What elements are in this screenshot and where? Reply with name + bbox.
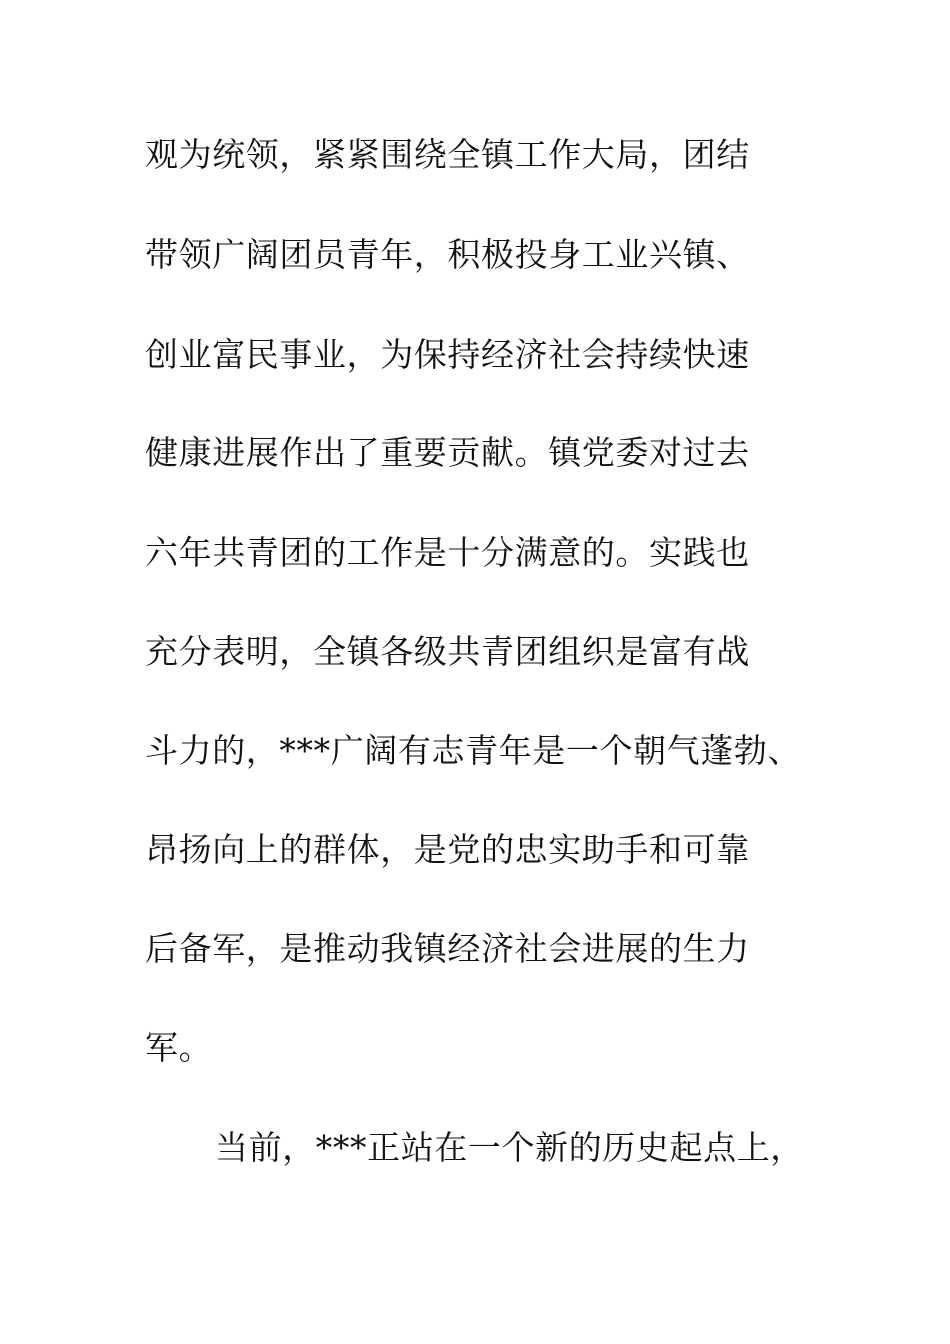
text-line: 斗力的，***广阔有志青年是一个朝气蓬勃、 (145, 731, 802, 770)
text-line: 军。 (145, 1028, 213, 1067)
text-line: 观为统领，紧紧围绕全镇工作大局，团结 (145, 135, 750, 174)
text-line: 充分表明，全镇各级共青团组织是富有战 (145, 632, 750, 671)
text-line: 带领广阔团员青年，积极投身工业兴镇、 (145, 235, 750, 274)
text-line: 后备军，是推动我镇经济社会进展的生力 (145, 929, 750, 968)
text-line: 昂扬向上的群体，是党的忠实助手和可靠 (145, 830, 750, 869)
paragraph-first-line: 当前，***正站在一个新的历史起点上， (215, 1128, 804, 1167)
text-line: 创业富民事业，为保持经济社会持续快速 (145, 335, 750, 374)
text-line: 六年共青团的工作是十分满意的。实践也 (145, 533, 750, 572)
text-line: 健康进展作出了重要贡献。镇党委对过去 (145, 433, 750, 472)
